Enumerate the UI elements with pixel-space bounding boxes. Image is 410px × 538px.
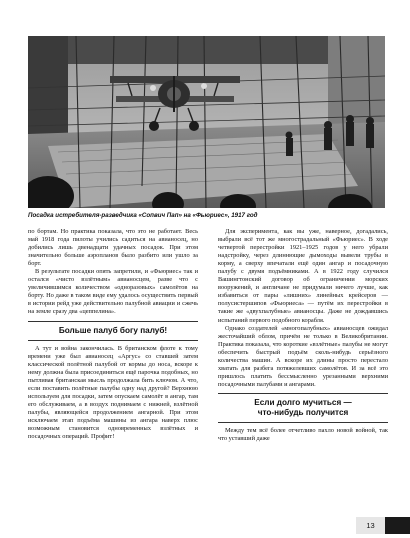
- left-column: [28, 228, 198, 441]
- paragraph: А тут и война закончилась. В британском флоте к тому времени уже был авианосец «Аргус» со ставшей затем классической полётной палубой от кормы до носа, вскоре к нему должна была присоединиться ещё парочка подобных, но пытливая британская мысль продолжала бить ключом. А что, если поставить полётные палубы одну над другой? Верхнюю используем для посадки, затем опускаем самолёт в ангар, там его обслуживаем, а в воздух поднимаем с нижней, взлётной палубы, являющейся продолжением ангарной. При этом исключаем этап подъёма машины из ангара наверх плюс возможным становится одновременных взлётных и посадочных операций. Профит!: [28, 344, 198, 441]
- biplane-photo-illustration: [28, 36, 385, 208]
- photo-caption: Посадка истребителя-разведчика «Сопвич Пап» на «Фьюриес», 1917 год: [28, 212, 258, 219]
- section-heading: [218, 393, 388, 423]
- paragraph: Для эксперимента, как вы уже, наверное, догадались, выбрали всё тот же многострадальный «Фьюриес». В ходе четвертой перестройки 1921–1925 годов у него убрали надстройку, через длиннющие дымоходы вывели трубы в корму, а сверху впечатали ещё один ангар и посадочную палубу с двумя подъёмниками. А в 1922 году случился Вашингтонский договор об ограничении морских вооружений, и англичане не придумали ничего лучше, как избавиться от пары «лишних» линейных крейсеров — полусистершипов «Фьюриеса» — путём их перестройки в такие же «двухпалубные» авианосцы. Даже не дождавшись испытаний первого подобного корабля.: [218, 228, 388, 324]
- paragraph: Однако создателей «многопалубных» авианосцев ожидал жесточайший облом, причём не только в Великобритании. Практика показала, что короткие «взлётные» палубы не могут обеспечить быстрый подъём сколь-нибудь серьёзного количества машин. А вскоре их длины просто перестало хватать для разбега потяжелевших самолётов. И за всё это пришлось платить бессмысленно урезанными верхними посадочными палубами и ангарами.: [218, 324, 388, 388]
- page-number-bar: [385, 517, 410, 534]
- photo: [28, 36, 385, 208]
- page-number: 13: [356, 517, 385, 534]
- paragraph: по бортам. Но практика показала, что это не работает. Весь май 1918 года пилоты учились садиться на авианосец, но добились лишь двенадцати удачных посадок. При этом значительно больше аэропланов было разбито или ушло за борт.: [28, 228, 198, 268]
- section-heading: Больше палуб богу палуб!: [28, 321, 198, 341]
- section-heading-line: Если долго мучиться —: [254, 397, 352, 407]
- section-heading-line: что-нибудь получится: [257, 407, 349, 417]
- paragraph: Между тем всё более отчетливо пахло новой войной, так что уставший даже: [218, 426, 388, 442]
- paragraph: В результате посадки опять запретили, и «Фьюриес» так и остался «чисто взлётным» авианосцем, разве что с увеличившимся количеством «одноразовых» самолётов на борту. Но даже в таком виде ему удалось осуществить первый в истории рейд уже действительно палубной авиации и сжечь на земле сразу два «цеппелина».: [28, 268, 198, 316]
- right-column: [218, 228, 388, 443]
